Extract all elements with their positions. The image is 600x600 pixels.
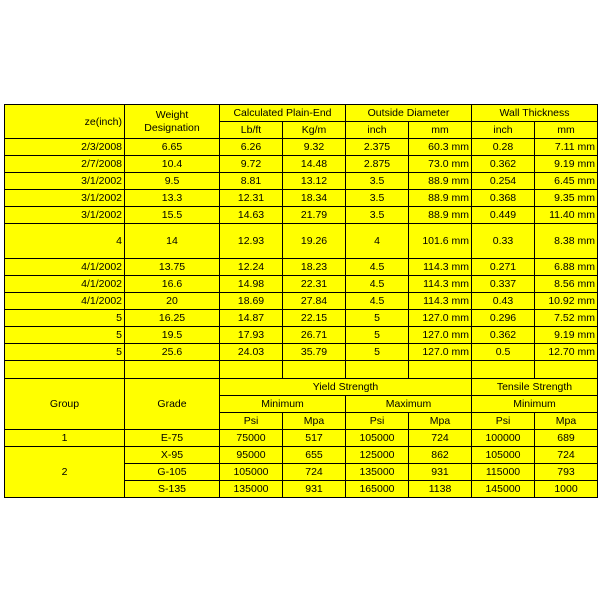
size-cell[interactable]: 3.5	[346, 207, 409, 224]
blank-row	[5, 361, 598, 379]
size-cell[interactable]: 14.87	[220, 310, 283, 327]
size-cell[interactable]: 114.3 mm	[409, 293, 472, 310]
strength-cell[interactable]: 931	[283, 481, 346, 498]
size-cell[interactable]: 5	[346, 310, 409, 327]
strength-cell[interactable]: 724	[283, 464, 346, 481]
size-cell[interactable]: 114.3 mm	[409, 259, 472, 276]
size-row	[5, 139, 598, 156]
size-cell[interactable]: 25.6	[125, 344, 220, 361]
strength-cell[interactable]: 75000	[220, 430, 283, 447]
size-cell[interactable]: 12.70 mm	[535, 344, 598, 361]
strength-cell[interactable]: 105000	[346, 430, 409, 447]
size-cell[interactable]: 8.81	[220, 173, 283, 190]
strength-cell[interactable]: 105000	[220, 464, 283, 481]
size-cell[interactable]: 0.296	[472, 310, 535, 327]
mpa-header[interactable]: Mpa	[409, 413, 472, 430]
tensile-strength-header[interactable]: Tensile Strength	[472, 379, 598, 396]
strength-cell[interactable]: 724	[409, 430, 472, 447]
blank-cell[interactable]	[346, 361, 409, 379]
grade-header[interactable]: Grade	[125, 379, 220, 430]
mpa-header[interactable]: Mpa	[535, 413, 598, 430]
od-mm-header[interactable]: mm	[409, 122, 472, 139]
size-cell[interactable]: 2/7/2008	[5, 156, 125, 173]
size-cell[interactable]: 14.98	[220, 276, 283, 293]
strength-cell[interactable]: 125000	[346, 447, 409, 464]
size-cell[interactable]: 3/1/2002	[5, 207, 125, 224]
strength-cell[interactable]: 724	[535, 447, 598, 464]
size-cell[interactable]: 0.362	[472, 327, 535, 344]
blank-cell[interactable]	[125, 361, 220, 379]
size-cell[interactable]: 35.79	[283, 344, 346, 361]
strength-cell[interactable]: 165000	[346, 481, 409, 498]
strength-cell[interactable]: 655	[283, 447, 346, 464]
calculated-plain-end-header[interactable]: Calculated Plain-End	[220, 105, 346, 122]
lbft-header[interactable]: Lb/ft	[220, 122, 283, 139]
size-cell[interactable]: 4/1/2002	[5, 259, 125, 276]
strength-cell[interactable]: 517	[283, 430, 346, 447]
size-cell[interactable]: 14.48	[283, 156, 346, 173]
size-cell[interactable]: 19.5	[125, 327, 220, 344]
size-cell[interactable]: 88.9 mm	[409, 190, 472, 207]
size-cell[interactable]: 22.31	[283, 276, 346, 293]
wall-inch-header[interactable]: inch	[472, 122, 535, 139]
strength-cell[interactable]: 1138	[409, 481, 472, 498]
size-cell[interactable]: 0.362	[472, 156, 535, 173]
size-cell[interactable]: 22.15	[283, 310, 346, 327]
size-cell[interactable]: 16.25	[125, 310, 220, 327]
psi-header[interactable]: Psi	[220, 413, 283, 430]
size-row	[5, 190, 598, 207]
size-cell[interactable]: 5	[346, 344, 409, 361]
size-cell[interactable]: 5	[5, 344, 125, 361]
size-cell[interactable]: 21.79	[283, 207, 346, 224]
size-cell[interactable]: 4	[5, 224, 125, 259]
size-cell[interactable]: 88.9 mm	[409, 207, 472, 224]
spreadsheet	[4, 104, 598, 498]
psi-header[interactable]: Psi	[472, 413, 535, 430]
size-cell[interactable]: 2.375	[346, 139, 409, 156]
group-header[interactable]: Group	[5, 379, 125, 430]
size-cell[interactable]: 127.0 mm	[409, 327, 472, 344]
size-cell[interactable]: 5	[5, 327, 125, 344]
mpa-header[interactable]: Mpa	[283, 413, 346, 430]
size-cell[interactable]: 3/1/2002	[5, 173, 125, 190]
size-cell[interactable]: 127.0 mm	[409, 310, 472, 327]
size-cell[interactable]: 12.31	[220, 190, 283, 207]
size-cell[interactable]: 9.35 mm	[535, 190, 598, 207]
size-cell[interactable]: 6.88 mm	[535, 259, 598, 276]
size-cell[interactable]: 17.93	[220, 327, 283, 344]
size-cell[interactable]: 73.0 mm	[409, 156, 472, 173]
group-cell[interactable]: 1	[5, 430, 125, 447]
size-cell[interactable]: 27.84	[283, 293, 346, 310]
size-cell[interactable]: 0.271	[472, 259, 535, 276]
od-inch-header[interactable]: inch	[346, 122, 409, 139]
blank-cell[interactable]	[409, 361, 472, 379]
size-cell[interactable]: 5	[346, 327, 409, 344]
size-header[interactable]: ze(inch)	[5, 105, 125, 139]
grade-cell[interactable]: X-95	[125, 447, 220, 464]
yield-minimum-header[interactable]: Minimum	[220, 396, 346, 413]
size-cell[interactable]: 9.32	[283, 139, 346, 156]
yield-maximum-header[interactable]: Maximum	[346, 396, 472, 413]
size-cell[interactable]: 114.3 mm	[409, 276, 472, 293]
size-cell[interactable]: 6.65	[125, 139, 220, 156]
size-cell[interactable]: 4/1/2002	[5, 293, 125, 310]
group-cell[interactable]: 2	[5, 447, 125, 498]
size-row	[5, 259, 598, 276]
size-cell[interactable]: 9.19 mm	[535, 156, 598, 173]
strength-cell[interactable]: 100000	[472, 430, 535, 447]
strength-cell[interactable]: 135000	[346, 464, 409, 481]
size-row	[5, 276, 598, 293]
size-cell[interactable]: 88.9 mm	[409, 173, 472, 190]
blank-cell[interactable]	[220, 361, 283, 379]
size-cell[interactable]: 26.71	[283, 327, 346, 344]
size-row	[5, 207, 598, 224]
size-cell[interactable]: 0.28	[472, 139, 535, 156]
size-cell[interactable]: 4.5	[346, 293, 409, 310]
size-cell[interactable]: 3/1/2002	[5, 190, 125, 207]
size-cell[interactable]: 4.5	[346, 276, 409, 293]
size-cell[interactable]: 0.43	[472, 293, 535, 310]
grade-cell[interactable]: S-135	[125, 481, 220, 498]
kgm-header[interactable]: Kg/m	[283, 122, 346, 139]
size-row	[5, 310, 598, 327]
size-cell[interactable]: 9.72	[220, 156, 283, 173]
size-cell[interactable]: 0.254	[472, 173, 535, 190]
size-cell[interactable]: 4.5	[346, 259, 409, 276]
strength-cell[interactable]: 95000	[220, 447, 283, 464]
size-header-row-1	[5, 105, 598, 122]
size-cell[interactable]: 15.5	[125, 207, 220, 224]
strength-cell[interactable]: 105000	[472, 447, 535, 464]
size-cell[interactable]: 0.337	[472, 276, 535, 293]
size-cell[interactable]: 7.52 mm	[535, 310, 598, 327]
strength-cell[interactable]: 135000	[220, 481, 283, 498]
size-cell[interactable]: 0.5	[472, 344, 535, 361]
strength-cell[interactable]: 793	[535, 464, 598, 481]
size-cell[interactable]: 2.875	[346, 156, 409, 173]
size-cell[interactable]: 0.449	[472, 207, 535, 224]
size-cell[interactable]: 19.26	[283, 224, 346, 259]
psi-header[interactable]: Psi	[346, 413, 409, 430]
wall-thickness-header[interactable]: Wall Thickness	[472, 105, 598, 122]
size-cell[interactable]: 12.24	[220, 259, 283, 276]
size-cell[interactable]: 6.45 mm	[535, 173, 598, 190]
size-row	[5, 173, 598, 190]
weight-designation-header[interactable]: Weight Designation	[125, 105, 220, 139]
size-cell[interactable]: 60.3 mm	[409, 139, 472, 156]
grade-cell[interactable]: G-105	[125, 464, 220, 481]
grade-row	[5, 447, 598, 464]
size-cell[interactable]: 18.69	[220, 293, 283, 310]
strength-cell[interactable]: 145000	[472, 481, 535, 498]
size-cell[interactable]: 127.0 mm	[409, 344, 472, 361]
size-cell[interactable]: 11.40 mm	[535, 207, 598, 224]
size-row	[5, 293, 598, 310]
blank-cell[interactable]	[283, 361, 346, 379]
size-cell[interactable]: 10.4	[125, 156, 220, 173]
strength-cell[interactable]: 862	[409, 447, 472, 464]
size-cell[interactable]: 20	[125, 293, 220, 310]
size-cell[interactable]: 13.75	[125, 259, 220, 276]
blank-cell[interactable]	[472, 361, 535, 379]
outside-diameter-header[interactable]: Outside Diameter	[346, 105, 472, 122]
size-cell[interactable]: 5	[5, 310, 125, 327]
wall-mm-header[interactable]: mm	[535, 122, 598, 139]
size-cell[interactable]: 2/3/2008	[5, 139, 125, 156]
size-row	[5, 327, 598, 344]
strength-cell[interactable]: 1000	[535, 481, 598, 498]
size-cell[interactable]: 14	[125, 224, 220, 259]
yield-strength-header[interactable]: Yield Strength	[220, 379, 472, 396]
size-cell[interactable]: 9.5	[125, 173, 220, 190]
size-cell[interactable]: 8.38 mm	[535, 224, 598, 259]
strength-cell[interactable]: 115000	[472, 464, 535, 481]
size-cell[interactable]: 4	[346, 224, 409, 259]
size-row	[5, 224, 598, 259]
size-cell[interactable]: 6.26	[220, 139, 283, 156]
strength-cell[interactable]: 689	[535, 430, 598, 447]
pipe-spec-table	[4, 104, 598, 498]
size-cell[interactable]: 12.93	[220, 224, 283, 259]
size-cell[interactable]: 7.11 mm	[535, 139, 598, 156]
size-cell[interactable]: 3.5	[346, 190, 409, 207]
blank-cell[interactable]	[535, 361, 598, 379]
strength-cell[interactable]: 931	[409, 464, 472, 481]
size-cell[interactable]: 18.34	[283, 190, 346, 207]
size-cell[interactable]: 0.33	[472, 224, 535, 259]
blank-cell[interactable]	[5, 361, 125, 379]
tensile-minimum-header[interactable]: Minimum	[472, 396, 598, 413]
size-cell[interactable]: 24.03	[220, 344, 283, 361]
size-row	[5, 344, 598, 361]
size-cell[interactable]: 4/1/2002	[5, 276, 125, 293]
grade-cell[interactable]: E-75	[125, 430, 220, 447]
size-row	[5, 156, 598, 173]
size-cell[interactable]: 10.92 mm	[535, 293, 598, 310]
size-cell[interactable]: 9.19 mm	[535, 327, 598, 344]
size-cell[interactable]: 13.12	[283, 173, 346, 190]
size-cell[interactable]: 14.63	[220, 207, 283, 224]
size-cell[interactable]: 8.56 mm	[535, 276, 598, 293]
size-cell[interactable]: 16.6	[125, 276, 220, 293]
grade-header-row-1	[5, 379, 598, 396]
size-cell[interactable]: 18.23	[283, 259, 346, 276]
size-cell[interactable]: 0.368	[472, 190, 535, 207]
size-cell[interactable]: 101.6 mm	[409, 224, 472, 259]
size-cell[interactable]: 3.5	[346, 173, 409, 190]
grade-row	[5, 430, 598, 447]
size-cell[interactable]: 13.3	[125, 190, 220, 207]
